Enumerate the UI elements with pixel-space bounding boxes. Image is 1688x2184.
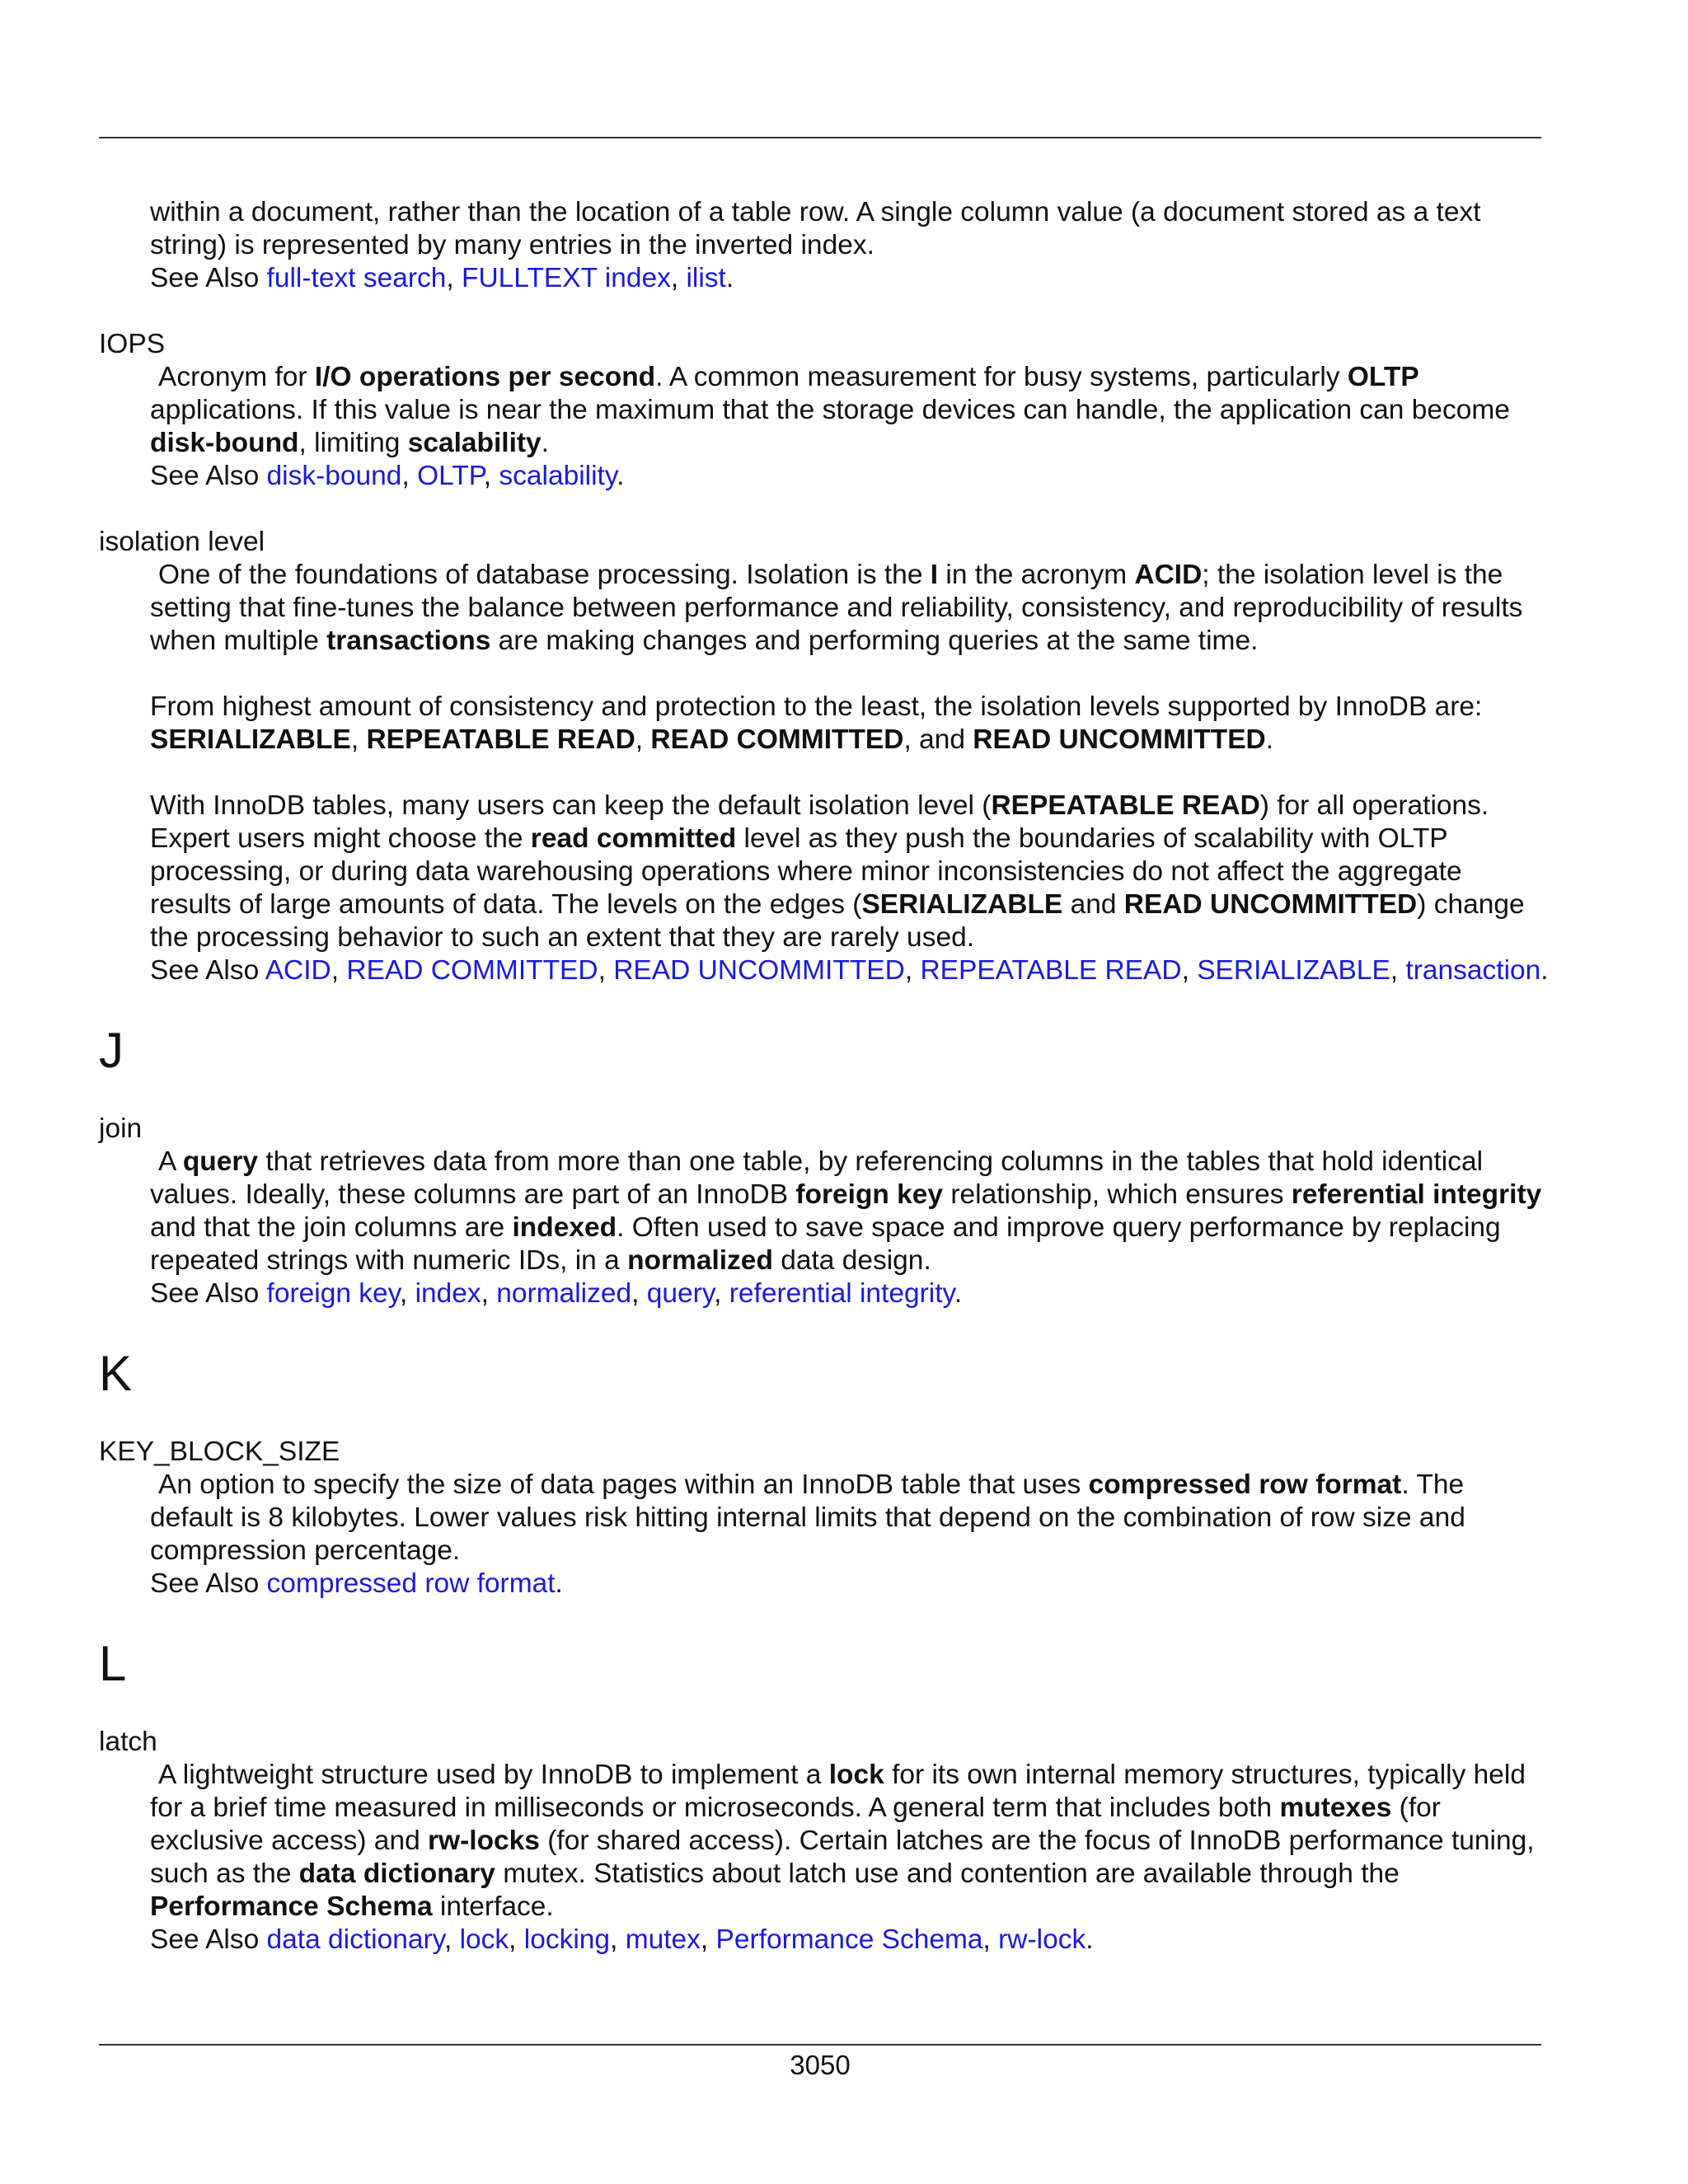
entry-term: isolation level: [99, 527, 265, 557]
see-also-link[interactable]: ACID: [265, 955, 331, 986]
see-also-link[interactable]: locking: [523, 1924, 611, 1955]
entry-definition: A query that retrieves data from more than one table, by referencing columns in the tables that hold identical values. Ideally, these columns are part of an InnoDB foreign key relationship, which ensures referential integrity and that the join columns are indexed. Often used to save space and improve query performance by replacing repeated strings with numeric IDs, in a normalized data design.: [150, 1146, 1542, 1276]
entry-isolation-level: [99, 526, 1550, 987]
see-also-link[interactable]: Performance Schema: [715, 1924, 983, 1955]
see-also-link[interactable]: disk-bound: [266, 461, 402, 491]
entry-paragraph: With InnoDB tables, many users can keep the default isolation level (REPEATABLE READ) for all operations. Expert users might choose the read committed level as they push the boundaries of scalability with OLTP processing, or during data warehousing operations where minor inconsistencies do not affect the aggregate results of large amounts of data. The levels on the edges (SERIALIZABLE and READ UNCOMMITTED) change the processing behavior to such an extent that they are rarely used.: [150, 790, 1525, 953]
see-also-link[interactable]: OLTP: [417, 461, 484, 491]
see-also-link[interactable]: scalability: [499, 461, 617, 491]
see-also-label: See Also: [150, 1924, 260, 1955]
see-also-link[interactable]: READ COMMITTED: [346, 955, 598, 986]
see-also-label: See Also: [150, 263, 260, 293]
see-also-link[interactable]: rw-lock: [998, 1924, 1086, 1955]
see-also-link[interactable]: READ UNCOMMITTED: [613, 955, 905, 986]
entry-continuation: [99, 196, 1550, 295]
see-also-link[interactable]: referential integrity: [729, 1278, 954, 1309]
see-also-link[interactable]: ilist: [686, 263, 726, 293]
entry-paragraph: From highest amount of consistency and protection to the least, the isolation levels supported by InnoDB are: SERIALIZABLE, REPEATABLE READ, READ COMMITTED, and READ UNCOMMITTED.: [150, 691, 1483, 755]
see-also-link[interactable]: index: [415, 1278, 481, 1309]
see-also-label: See Also: [150, 1568, 260, 1599]
section-letter-l: L: [99, 1636, 127, 1691]
see-also-line: See Also full-text search, FULLTEXT index, ilist.: [150, 263, 734, 293]
see-also-link[interactable]: full-text search: [266, 263, 447, 293]
see-also-line: See Also disk-bound, OLTP, scalability.: [150, 461, 625, 491]
see-also-link[interactable]: query: [646, 1278, 715, 1309]
entry-definition: A lightweight structure used by InnoDB to implement a lock for its own internal memory structures, typically held for a brief time measured in milliseconds or microseconds. A general term that includes both mutexes (for exclusive access) and rw-locks (for shared access). Certain latches are the focus of InnoDB performance tuning, such as the data dictionary mutex. Statistics about latch use and contention are available through the Performance Schema interface.: [150, 1760, 1535, 1922]
see-also-link[interactable]: SERIALIZABLE: [1197, 955, 1390, 986]
see-also-label: See Also: [150, 461, 260, 491]
entry-definition: within a document, rather than the location of a table row. A single column value (a document stored as a text string) is represented by many entries in the inverted index.: [150, 197, 1481, 260]
entry-key-block-size: [99, 1436, 1550, 1601]
entry-join: [99, 1113, 1550, 1310]
footer-rule: [99, 2044, 1541, 2046]
glossary-content: [99, 196, 1550, 1957]
see-also-link[interactable]: data dictionary: [266, 1924, 444, 1955]
see-also-link[interactable]: mutex: [625, 1924, 701, 1955]
header-rule: [99, 137, 1541, 138]
see-also-link[interactable]: lock: [459, 1924, 509, 1955]
entry-definition: An option to specify the size of data pages within an InnoDB table that uses compressed row format. The default is 8 kilobytes. Lower values risk hitting internal limits that depend on the combination of row size and compression percentage.: [150, 1469, 1465, 1566]
see-also-line: See Also ACID, READ COMMITTED, READ UNCOMMITTED, REPEATABLE READ, SERIALIZABLE, transaction.: [150, 955, 1549, 986]
see-also-link[interactable]: compressed row format: [266, 1568, 556, 1599]
see-also-label: See Also: [150, 955, 260, 986]
see-also-link[interactable]: transaction: [1405, 955, 1541, 986]
entry-latch: [99, 1726, 1550, 1957]
entry-term: join: [99, 1113, 143, 1144]
see-also-link[interactable]: foreign key: [266, 1278, 400, 1309]
entry-definition: Acronym for I/O operations per second. A common measurement for busy systems, particularly OLTP applications. If this value is near the maximum that the storage devices can handle, the application can become disk-bound, limiting scalability.: [150, 362, 1510, 458]
entry-term: latch: [99, 1727, 157, 1757]
page-number: 3050: [790, 2050, 851, 2080]
entry-iops: [99, 328, 1550, 493]
see-also-line: See Also data dictionary, lock, locking, mutex, Performance Schema, rw-lock.: [150, 1924, 1094, 1955]
entry-term: KEY_BLOCK_SIZE: [99, 1436, 340, 1467]
see-also-line: See Also foreign key, index, normalized, query, referential integrity.: [150, 1278, 963, 1309]
see-also-link[interactable]: REPEATABLE READ: [920, 955, 1182, 986]
section-letter-j: J: [99, 1023, 124, 1078]
see-also-link[interactable]: normalized: [496, 1278, 632, 1309]
entry-definition: One of the foundations of database processing. Isolation is the I in the acronym ACID; the isolation level is the setting that fine-tunes the balance between performance and reliability, consistency, and reproducibility of results when multiple transactions are making changes and performing queries at the same time.: [150, 560, 1523, 656]
see-also-label: See Also: [150, 1278, 260, 1309]
entry-term: IOPS: [99, 329, 166, 359]
section-letter-k: K: [99, 1346, 133, 1401]
see-also-line: See Also compressed row format.: [150, 1568, 563, 1599]
see-also-link[interactable]: FULLTEXT index: [462, 263, 671, 293]
